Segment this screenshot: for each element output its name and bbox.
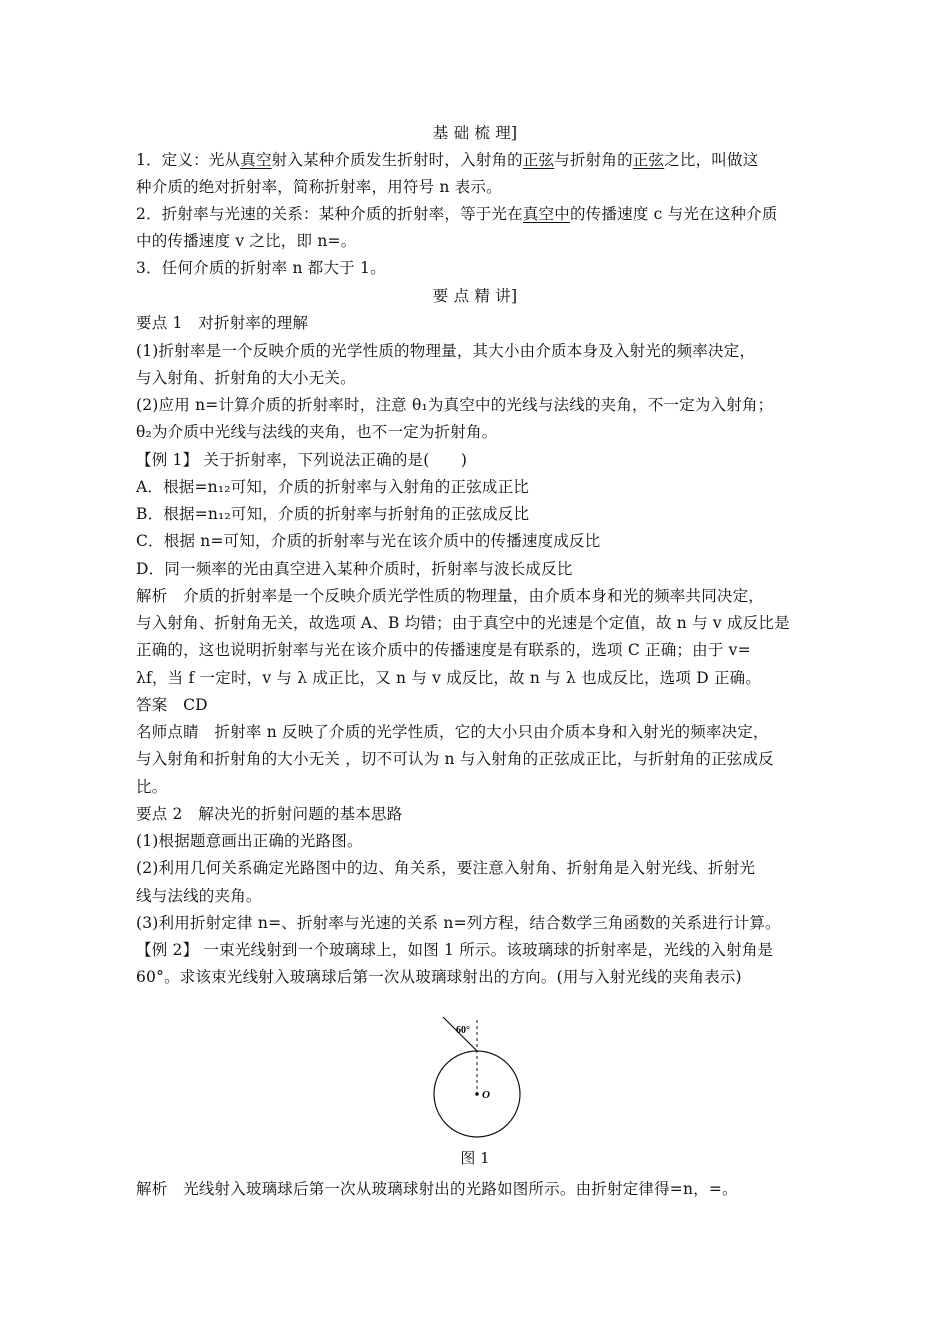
- analysis-line: λf，当 f 一定时，v 与 λ 成正比，又 n 与 v 成反比，故 n 与 λ 也成反比，选项 D 正确。: [136, 669, 762, 687]
- definition-line-1b: 种介质的绝对折射率，简称折射率，用符号 n 表示。: [136, 178, 502, 196]
- tip-line: 名师点睛 折射率 n 反映了介质的光学性质，它的大小只由介质本身和入射光的频率决定，: [136, 723, 769, 741]
- option-a: A．根据=n₁₂可知，介质的折射率与入射角的正弦成正比: [136, 478, 529, 496]
- tip-line: 比。: [136, 778, 168, 796]
- underlined-term: 真空中: [522, 205, 570, 223]
- text-segment: 之比，叫做这: [664, 151, 759, 169]
- text-segment: 1．定义：光从: [136, 151, 241, 169]
- option-b: B．根据=n₁₂可知，介质的折射率与折射角的正弦成反比: [136, 505, 530, 523]
- answer-line: 答案 CD: [136, 696, 208, 714]
- analysis-line: 正确的，这也说明折射率与光在该介质中的传播速度是有联系的，选项 C 正确；由于 v=: [136, 641, 751, 659]
- example-2-question: 60°。求该束光线射入玻璃球后第一次从玻璃球射出的方向。(用与入射光线的夹角表示): [136, 968, 742, 986]
- example-1-question: 【例 1】 关于折射率，下列说法正确的是( ): [136, 451, 468, 469]
- body-line: 要点 1 对折射率的理解: [136, 314, 309, 332]
- analysis-line: 与入射角、折射角无关，故选项 A、B 均错；由于真空中的光速是个定值，故 n 与 v 成反比是: [136, 614, 790, 632]
- angle-label: 60°: [456, 1025, 470, 1036]
- text-segment: 2．折射率与光速的关系：某种介质的折射率，等于光在: [136, 205, 523, 223]
- body-line: (3)利用折射定律 n=、折射率与光速的关系 n=列方程，结合数学三角函数的关系进行计算。: [136, 914, 781, 932]
- text-segment: 射入某种介质发生折射时，入射角的: [271, 151, 523, 169]
- option-c: C．根据 n=可知，介质的折射率与光在该介质中的传播速度成反比: [136, 532, 601, 550]
- center-label: O: [482, 1089, 490, 1101]
- underlined-term: 真空: [240, 151, 272, 169]
- body-line: 线与法线的夹角。: [136, 887, 262, 905]
- definition-line-3: 3．任何介质的折射率 n 都大于 1。: [136, 259, 386, 277]
- definition-line-2: [136, 203, 826, 225]
- body-line: (1)折射率是一个反映介质的光学性质的物理量，其大小由介质本身及入射光的频率决定，: [136, 342, 756, 360]
- text-segment: 的传播速度 c 与光在这种介质: [569, 205, 778, 223]
- body-line: 与入射角、折射角的大小无关。: [136, 369, 356, 387]
- glass-sphere-figure: [420, 1012, 535, 1142]
- body-line: (2)应用 n=计算介质的折射率时，注意 θ₁为真空中的光线与法线的夹角，不一定为入射角；: [136, 396, 774, 414]
- figure-caption: 图 1: [460, 1149, 490, 1167]
- center-point: [475, 1092, 479, 1096]
- section-heading-key-points: 要 点 精 讲]: [432, 287, 518, 305]
- underlined-term: 正弦: [632, 151, 665, 169]
- section-heading-basics: 基 础 梳 理]: [432, 124, 518, 142]
- body-line: (1)根据题意画出正确的光路图。: [136, 832, 363, 850]
- body-line: 要点 2 解决光的折射问题的基本思路: [136, 805, 403, 823]
- option-d: D．同一频率的光由真空进入某种介质时，折射率与波长成反比: [136, 560, 573, 578]
- underlined-term: 正弦: [522, 151, 555, 169]
- body-line: (2)利用几何关系确定光路图中的边、角关系，要注意入射角、折射角是入射光线、折射光: [136, 859, 756, 877]
- analysis-line: 解析 介质的折射率是一个反映介质光学性质的物理量，由介质本身和光的频率共同决定，: [136, 587, 765, 605]
- text-segment: 与折射角的: [554, 151, 633, 169]
- definition-line-1: [136, 149, 826, 171]
- definition-line-2b: 中的传播速度 v 之比，即 n=。: [136, 232, 357, 250]
- tip-line: 与入射角和折射角的大小无关 ，切不可认为 n 与入射角的正弦成正比，与折射角的正弦成反: [136, 750, 774, 768]
- analysis-line: 解析 光线射入玻璃球后第一次从玻璃球射出的光路如图所示。由折射定律得=n，=。: [136, 1180, 738, 1198]
- example-2-question: 【例 2】 一束光线射到一个玻璃球上，如图 1 所示。该玻璃球的折射率是，光线的入射角是: [136, 941, 774, 959]
- body-line: θ₂为介质中光线与法线的夹角，也不一定为折射角。: [136, 423, 498, 441]
